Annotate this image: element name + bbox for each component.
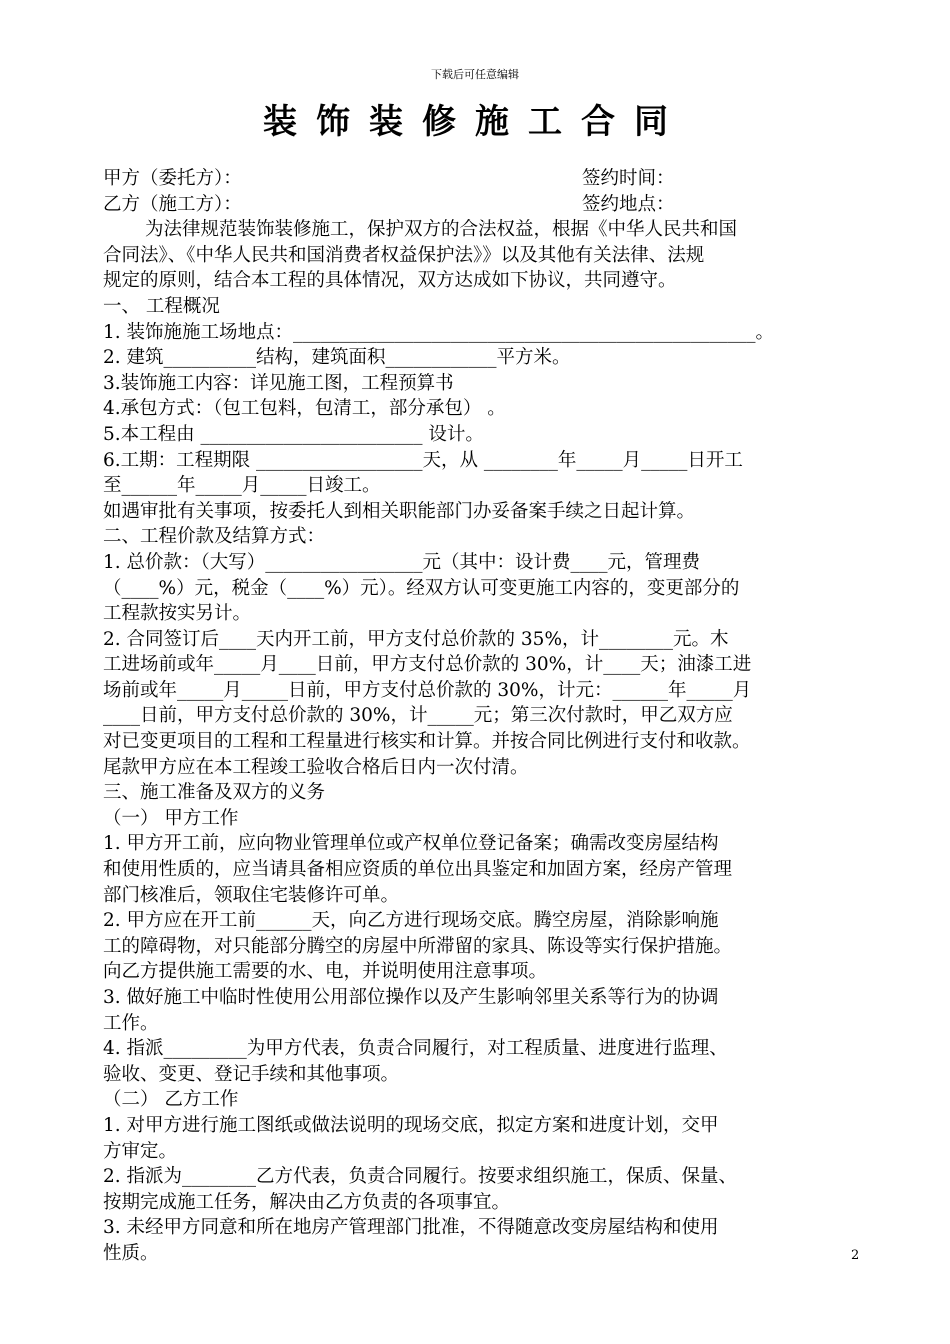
paragraph-line: 尾款甲方应在本工程竣工验收合格后日内一次付清。: [103, 756, 529, 778]
subsection-heading: （一） 甲方工作: [103, 807, 239, 829]
document-title: 装饰装修施工合同: [263, 102, 687, 142]
paragraph-line: 和使用性质的，应当请具备相应资质的单位出具鉴定和加固方案，经房产管理: [103, 859, 733, 881]
document-body: [103, 166, 863, 1267]
paragraph-line: 1. 甲方开工前，应向物业管理单位或产权单位登记备案；确需改变房屋结构: [103, 833, 719, 855]
paragraph-line: 3.装饰施工内容：详见施工图，工程预算书: [103, 372, 454, 394]
paragraph-line: 按期完成施工任务，解决由乙方负责的各项事宜。: [103, 1191, 511, 1213]
paragraph-line: 合同法》、《中华人民共和国消费者权益保护法》》以及其他有关法律、法规: [103, 244, 705, 266]
sign-place-label: 签约地点：: [582, 193, 675, 215]
subsection-heading: （二） 乙方工作: [103, 1089, 239, 1111]
paragraph-line: 工的障碍物，对只能部分腾空的房屋中所滞留的家具、陈设等实行保护措施。: [103, 935, 733, 957]
section-heading: 二、工程价款及结算方式：: [103, 526, 326, 548]
party-b-label: 乙方（施工方）：: [103, 193, 242, 215]
paragraph-line: 2. 指派为________乙方代表，负责合同履行。按要求组织施工，保质、保量、: [103, 1166, 738, 1188]
paragraph-line: 工进场前或年_____月____日前，甲方支付总价款的 30%，计____天；油漆工进: [103, 654, 752, 676]
paragraph-line: 为法律规范装饰装修施工，保护双方的合法权益，根据《中华人民共和国: [145, 219, 738, 241]
paragraph-line: 6.工期：工程期限 __________________天，从 ________年_____月_____日开工: [103, 449, 743, 471]
paragraph-line: 3. 未经甲方同意和所在地房产管理部门批准，不得随意改变房屋结构和使用: [103, 1217, 719, 1239]
paragraph-line: 至______年_____月_____日竣工。: [103, 475, 381, 497]
paragraph-line: 2. 甲方应在开工前______天，向乙方进行现场交底。腾空房屋，消除影响施: [103, 910, 719, 932]
paragraph-line: ____日前，甲方支付总价款的 30%，计_____元；第三次付款时，甲乙双方应: [103, 705, 733, 727]
section-heading: 一、 工程概况: [103, 295, 220, 317]
page-number: 2: [851, 1248, 860, 1263]
paragraph-line: （____%）元，税金（____%）元）。经双方认可变更施工内容的，变更部分的: [103, 577, 740, 599]
paragraph-line: 1. 对甲方进行施工图纸或做法说明的现场交底，拟定方案和进度计划，交甲: [103, 1114, 719, 1136]
paragraph-line: 1. 装饰施施工场地点：__________________________________________________。: [103, 321, 775, 343]
paragraph-line: 3. 做好施工中临时性使用公用部位操作以及产生影响邻里关系等行为的协调: [103, 987, 719, 1008]
section-heading: 三、施工准备及双方的义务: [103, 782, 326, 804]
paragraph-line: 1. 总价款：（大写）_________________元（其中：设计费____元，管理费: [103, 551, 701, 573]
paragraph-line: 场前或年_____月_____日前，甲方支付总价款的 30%，计元：______年_____月: [103, 679, 752, 701]
paragraph-line: 工程款按实另计。: [103, 603, 252, 625]
paragraph-line: 4.承包方式：（包工包料，包清工，部分承包） 。: [103, 398, 506, 420]
paragraph-line: 性质。: [103, 1242, 159, 1264]
party-b-line: [103, 192, 863, 218]
paragraph-line: 如遇审批有关事项，按委托人到相关职能部门办妥备案手续之日起计算。: [103, 500, 696, 522]
paragraph-line: 验收、变更、登记手续和其他事项。: [103, 1063, 400, 1085]
paragraph-line: 向乙方提供施工需要的水、电，并说明使用注意事项。: [103, 961, 548, 983]
party-a-label: 甲方（委托方）：: [103, 168, 242, 189]
party-a-line: [103, 166, 863, 192]
header-note: 下载后可任意编辑: [431, 68, 519, 81]
paragraph-line: 工作。: [103, 1012, 159, 1034]
paragraph-line: 部门核准后，领取住宅装修许可单。: [103, 884, 400, 906]
paragraph-line: 2. 建筑__________结构，建筑面积____________平方米。: [103, 347, 571, 369]
paragraph-line: 方审定。: [103, 1140, 178, 1162]
sign-time-label: 签约时间：: [582, 168, 675, 189]
paragraph-line: 5.本工程由 ________________________ 设计。: [103, 423, 484, 445]
paragraph-line: 对已变更项目的工程和工程量进行核实和计算。并按合同比例进行支付和收款。: [103, 731, 751, 753]
paragraph-line: 2. 合同签订后____天内开工前，甲方支付总价款的 35%，计________元。木: [103, 628, 729, 650]
paragraph-line: 规定的原则，结合本工程的具体情况，双方达成如下协议，共同遵守。: [103, 270, 677, 292]
paragraph-line: 4. 指派_________为甲方代表，负责合同履行，对工程质量、进度进行监理、: [103, 1038, 728, 1060]
